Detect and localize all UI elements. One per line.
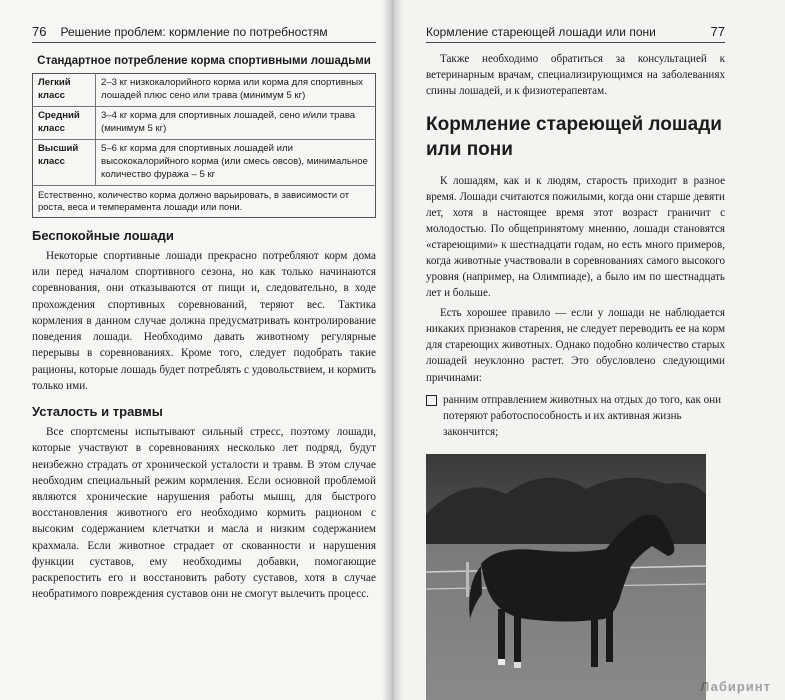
book-spine-shadow: [382, 0, 404, 700]
class-cell: Легкий класс: [33, 74, 96, 107]
table-note: Естественно, количество корма должно варьировать, в зависимости от роста, веса и темперамента лошади или пони.: [38, 188, 350, 213]
table-note-row: [33, 185, 376, 217]
horse-photo-image: [426, 454, 706, 700]
section-text: Все спортсмены испытывают сильный стресс, поэтому лошади, которые участвуют в соревнованиях несколько лет подряд, будут неизбежно страдать от хронической усталости и травм. В этом случае необходим специальный режим кормления. Если основной проблемой являются хронические нарушения работы мышц, для быстрого восстановления животного его необходимо кормить рационом с высоким содержанием клетчатки и масла и низким содержанием крахмала. Если животное страдает от скованности и нарушения функции суставов, ему необходимы добавки, помогающие раскрепостить его и восстановить работу суставов, хотя в случае необратимого повреждения суставов они не смогут вылечить процесс.: [32, 426, 376, 601]
running-title: Решение проблем: кормление по потребностям: [60, 25, 328, 39]
class-cell: Высший класс: [33, 139, 96, 185]
page-number: 77: [710, 24, 725, 39]
chapter-heading: Кормление стареющей лошади или пони: [426, 114, 722, 160]
body-paragraph: К лошадям, как и к людям, старость приходит в разное время. Лошади считаются пожилыми, когда они старше девяти лет, хотя в настоящее время этот возраст граничит с молодостью. По общепринятому мнению, лошади становятся «стареющими» к шестнадцати годам, но есть много примеров, когда животные участвовали в соревнованиях самого высокого уровня (например, на Олимпиаде), а было им по шестнадцать лет и больше.: [426, 174, 725, 300]
table-title: Стандартное потребление корма спортивными лошадьми: [37, 55, 371, 67]
running-head-right: [426, 24, 725, 43]
running-head-left: [32, 24, 376, 43]
right-page: [392, 0, 785, 700]
feed-table: [32, 73, 376, 218]
section-text: Некоторые спортивные лошади прекрасно потребляют корм дома или перед началом спортивного сезона, но как только начинаются соревнования, они отказываются от пищи и, следовательно, в ходе прохождения спортивных соревнований, теряют вес. Тактика кормления в данном случае должна предусматривать контролирование поведения лошади. Необходимо давать животному регулярные перерывы в соревнованиях. Кроме того, следует подобрать такие рационы, которые лошадь будет потреблять с удовольствием, и кормить только ими.: [32, 249, 376, 392]
checkbox-bullet-icon: [426, 395, 437, 406]
section-heading: Беспокойные лошади: [32, 227, 174, 243]
horse-photo: [426, 454, 706, 700]
intro-paragraph: Также необходимо обратиться за консультацией к ветеринарным врачам, специализирующимся на заболеваниях спины лошадей, и к физиотерапевтам.: [426, 53, 725, 98]
list-item: [426, 392, 725, 440]
running-title: Кормление стареющей лошади или пони: [426, 25, 656, 39]
table-row: [33, 106, 376, 139]
page-number: 76: [32, 24, 47, 39]
table-row: [33, 139, 376, 185]
class-cell: Средний класс: [33, 106, 96, 139]
body-paragraph: Есть хорошее правило — если у лошади не наблюдается никаких признаков старения, не следует переводить ее на корм для стареющих животных. Однако подобно количество старых лошадей неуклонно растет. Это обусловлено следующими причинами:: [426, 307, 725, 384]
left-page: [0, 0, 392, 700]
watermark-logo: Лабиринт: [700, 679, 771, 694]
amount-cell: 2–3 кг низкокалорийного корма или корма для спортивных лошадей плюс сено или трава (минимум 5 кг): [96, 74, 376, 107]
list-item-text: ранним отправлением животных на отдых до того, как они потеряют работоспособность и их активная жизнь закончится;: [443, 393, 722, 438]
section-heading: Усталость и травмы: [32, 404, 163, 420]
amount-cell: 5–6 кг корма для спортивных лошадей или высококалорийного корма (или смесь овсов), минимальное количество фуража – 5 кг: [96, 139, 376, 185]
table-row: [33, 74, 376, 107]
amount-cell: 3–4 кг корма для спортивных лошадей, сено и/или трава (минимум 5 кг): [96, 106, 376, 139]
